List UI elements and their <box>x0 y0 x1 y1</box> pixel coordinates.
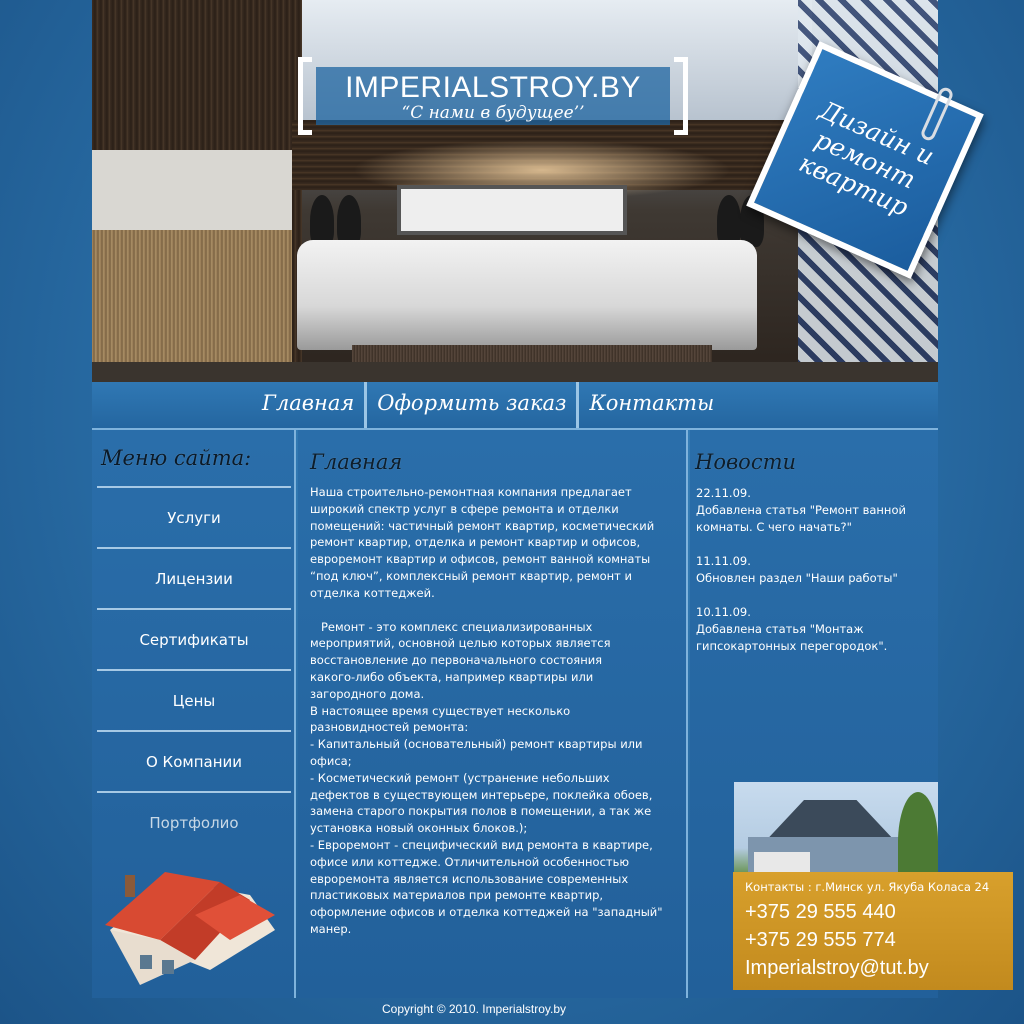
text-line: ремонт квартир, отделка и ремонт квартир и офисов, <box>310 535 641 550</box>
news-item[interactable] <box>696 604 932 655</box>
text-line: разновидностей ремонта: <box>310 720 469 735</box>
text-line: офисе или коттедже. Отличительной особенностью <box>310 854 630 869</box>
news-item[interactable] <box>696 485 932 536</box>
phone-1[interactable]: +375 29 555 440 <box>745 901 896 923</box>
logo[interactable] <box>298 57 688 135</box>
text-line: загородного дома. <box>310 686 425 701</box>
text-line: восстановление до первоначального состояния <box>310 653 603 668</box>
logo-slogan: “С нами в будущее’’ <box>401 103 585 123</box>
text-line: Наша строительно-ремонтная компания предлагает <box>310 485 632 499</box>
text-line: евроремонта является использование современных <box>310 871 629 886</box>
news-date: 11.11.09. <box>696 554 751 568</box>
text-line: манер. <box>310 921 352 936</box>
main-content <box>298 430 688 998</box>
page-title: Главная <box>310 450 403 474</box>
text-line: офиса; <box>310 753 352 768</box>
paragraph-intro <box>310 484 678 602</box>
text-line: В настоящее время существует несколько <box>310 703 571 718</box>
copyright: Copyright © 2010. Imperialstroy.by <box>382 1002 567 1016</box>
text-line: пластиковых материалов при ремонте квартир, <box>310 888 604 903</box>
text-line: замена старого покрытия полов в помещении, а так же <box>310 804 652 819</box>
news-date: 10.11.09. <box>696 605 751 619</box>
news-text: Обновлен раздел "Наши работы" <box>696 571 898 585</box>
text-line: “под ключ”, комплексный ремонт квартир, ремонт и <box>310 568 633 583</box>
text-line: евроремонт квартир и офисов, ремонт ванной комнаты <box>310 552 651 567</box>
sticker-text: Дизайн и ремонт квартир <box>794 94 939 223</box>
sidebar-item-portfolio[interactable]: Портфолио <box>97 791 291 852</box>
text-line: какого-либо объекта, например квартиры или <box>310 669 594 684</box>
text-line: - Евроремонт - специфический вид ремонта в квартире, <box>310 837 653 852</box>
text-line: - Косметический ремонт (устранение небольших <box>310 770 610 785</box>
email-link[interactable]: Imperialstroy@tut.by <box>745 957 929 979</box>
news-text: Добавлена статья "Монтаж гипсокартонных перегородок". <box>696 622 888 653</box>
nav-item-order[interactable]: Оформить заказ <box>367 382 579 428</box>
text-line: широкий спектр услуг в сфере ремонта и отделки <box>310 501 619 516</box>
sidebar-item-prices[interactable]: Цены <box>97 669 291 730</box>
sidebar-item-certificates[interactable]: Сертификаты <box>97 608 291 669</box>
text-line: оформление офисов и отделка коттеджей на "западный" <box>310 905 663 920</box>
text-line: Ремонт - это комплекс специализированных <box>310 619 593 634</box>
paragraph-repair <box>310 619 678 938</box>
contacts-address: Контакты : г.Минск ул. Якуба Коласа 24 <box>745 880 990 894</box>
nav-item-home[interactable]: Главная <box>252 382 367 428</box>
text-line: дефектов в существующем интерьере, поклейка обоев, <box>310 787 653 802</box>
article-body <box>310 484 678 955</box>
house-illustration <box>100 860 280 990</box>
text-line: мероприятий, основной целью которых является <box>310 636 611 651</box>
text-line: отделка коттеджей. <box>310 585 435 600</box>
news-text: Добавлена статья "Ремонт ванной комнаты. С чего начать?" <box>696 503 906 534</box>
news-date: 22.11.09. <box>696 486 751 500</box>
contacts-box <box>733 872 1013 990</box>
sidebar-item-licenses[interactable]: Лицензии <box>97 547 291 608</box>
phone-2[interactable]: +375 29 555 774 <box>745 929 896 951</box>
sidebar-title: Меню сайта: <box>101 446 252 470</box>
sidebar-menu <box>97 486 291 852</box>
main-nav <box>92 382 938 430</box>
logo-title: IMPERIALSTROY.BY <box>345 71 641 104</box>
text-line: установка новый оконных блоков.); <box>310 821 528 836</box>
text-line: помещений: частичный ремонт квартир, косметический <box>310 518 655 533</box>
sidebar-item-services[interactable]: Услуги <box>97 486 291 547</box>
nav-item-contacts[interactable]: Контакты <box>589 391 715 415</box>
news-list <box>696 485 932 672</box>
news-title: Новости <box>695 450 797 474</box>
news-item[interactable] <box>696 553 932 587</box>
sidebar <box>92 430 296 998</box>
text-line: - Капитальный (основательный) ремонт квартиры или <box>310 737 643 752</box>
sidebar-item-about[interactable]: О Компании <box>97 730 291 791</box>
